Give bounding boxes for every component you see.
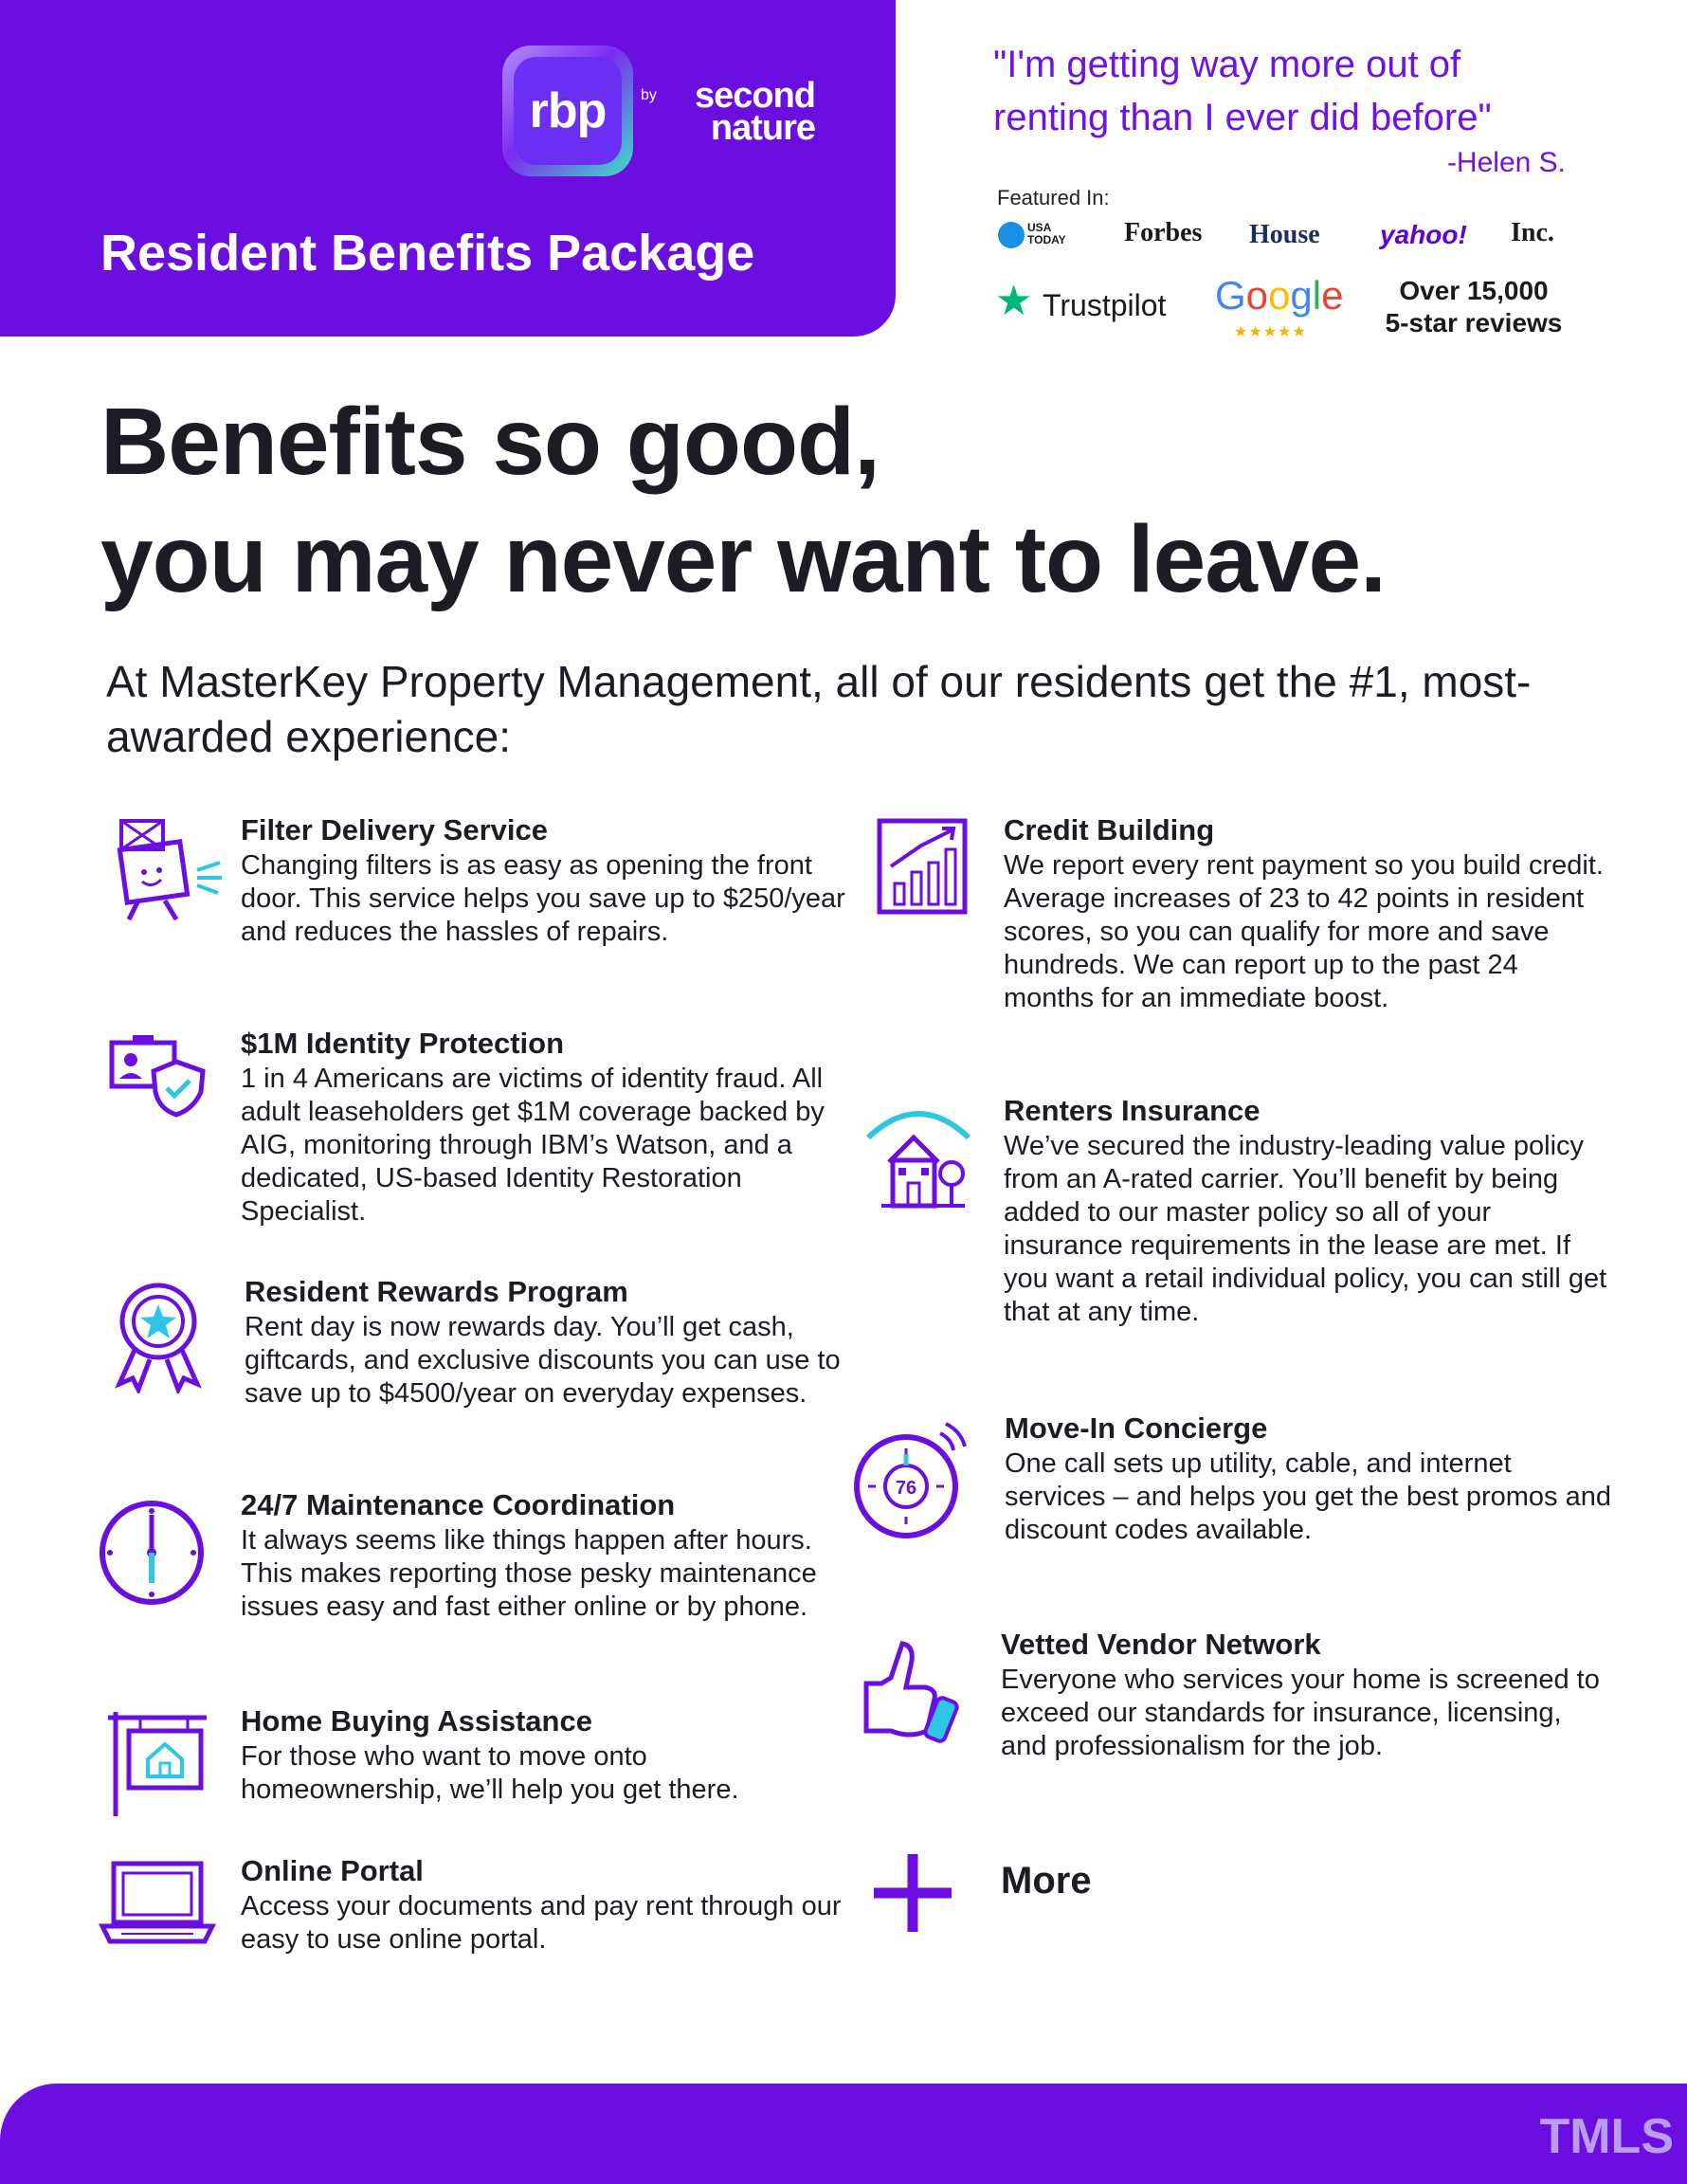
logo-text: rbp <box>529 83 607 138</box>
benefit-home-buying <box>241 1704 847 1807</box>
benefit-credit-building <box>1004 813 1610 1015</box>
benefit-title: 24/7 Maintenance Coordination <box>241 1488 676 1521</box>
press-yahoo: yahoo! <box>1380 220 1467 249</box>
watermark: TMLS <box>1539 2109 1674 2164</box>
benefit-title: Credit Building <box>1004 813 1215 846</box>
press-inc: Inc. <box>1511 218 1554 247</box>
benefit-desc: We’ve secured the industry-leading value policy from an A-rated carrier. You’ll benefit by being added to our master policy so all of your insurance requirements in the lease are met. If you want a retail individual policy, you can still get that at any time. <box>1004 1131 1607 1327</box>
trustpilot-star-icon: ★ <box>995 278 1033 324</box>
benefit-desc: Access your documents and pay rent through our easy to use online portal. <box>241 1891 842 1955</box>
benefit-maintenance <box>241 1488 847 1624</box>
testimonial-quote: "I'm getting way more out of renting than I ever did before" <box>993 44 1492 138</box>
reviews-line2: 5-star reviews <box>1385 308 1563 337</box>
benefit-desc: One call sets up utility, cable, and internet services – and helps you get the best promos and discount codes available. <box>1005 1448 1611 1545</box>
thermostat-value: 76 <box>895 1478 917 1499</box>
award-ribbon-icon <box>106 1280 210 1393</box>
intro-text: At MasterKey Property Management, all of our residents get the #1, most-awarded experience: <box>106 657 1532 761</box>
laptop-icon <box>99 1858 216 1947</box>
house-umbrella-icon <box>862 1100 974 1213</box>
benefit-desc: Rent day is now rewards day. You’ll get cash, giftcards, and exclusive discounts you can use to save up to $4500/year on everyday expenses. <box>245 1312 841 1409</box>
benefit-online-portal <box>241 1854 847 1956</box>
benefit-vetted-vendor <box>1001 1628 1607 1763</box>
chart-up-icon <box>876 817 970 918</box>
more-label: More <box>1001 1860 1092 1902</box>
benefit-title: $1M Identity Protection <box>241 1027 565 1060</box>
featured-label: Featured In: <box>997 186 1110 209</box>
benefit-move-in-concierge <box>1005 1411 1611 1547</box>
benefit-title: Online Portal <box>241 1854 424 1887</box>
press-forbes: Forbes <box>1124 218 1203 247</box>
page-headline <box>100 383 1655 618</box>
benefit-filter-delivery <box>241 813 847 949</box>
filter-box-icon <box>95 817 227 931</box>
logo-by: by <box>641 87 657 103</box>
reviews-line1: Over 15,000 <box>1399 276 1549 305</box>
benefit-identity-protection <box>241 1027 847 1228</box>
headline-line2: you may never want to leave. <box>100 506 1386 612</box>
usa-today-icon <box>998 222 1025 248</box>
footer-bar <box>0 2084 1687 2184</box>
benefit-desc: It always seems like things happen after hours. This makes reporting those pesky maintenance issues easy and fast either online or by phone. <box>241 1525 817 1622</box>
house-sign-icon <box>102 1706 216 1820</box>
clock-icon <box>95 1496 209 1610</box>
google-logo: Google <box>1215 273 1344 318</box>
benefit-title: Renters Insurance <box>1004 1094 1261 1127</box>
reviews-count <box>1365 275 1583 339</box>
benefit-title: Resident Rewards Program <box>245 1275 628 1308</box>
google-stars-icon: ★★★★★ <box>1234 324 1307 340</box>
benefit-desc: We report every rent payment so you build credit. Average increases of 23 to 42 points in resident scores, so you can qualify for more and save hundreds. We can report up to the past 24 months for an immediate boost. <box>1004 850 1604 1013</box>
benefit-desc: 1 in 4 Americans are victims of identity fraud. All adult leaseholders get $1M coverage backed by AIG, monitoring through IBM’s Watson, and a dedicated, US-based Identity Restoration Specialist. <box>241 1064 825 1227</box>
benefit-title: Home Buying Assistance <box>241 1704 592 1738</box>
benefit-desc: For those who want to move onto homeownership, we’ll help you get there. <box>241 1741 739 1805</box>
testimonial-author: -Helen S. <box>1446 147 1566 178</box>
id-shield-icon <box>106 1033 210 1119</box>
benefit-resident-rewards <box>245 1275 851 1410</box>
benefit-title: Vetted Vendor Network <box>1001 1628 1321 1661</box>
trustpilot-logo: Trustpilot <box>1043 288 1167 322</box>
thermostat-icon <box>853 1416 970 1539</box>
press-usa-today: USA TODAY <box>1027 221 1066 246</box>
header-title: Resident Benefits Package <box>100 225 755 282</box>
benefit-renters-insurance <box>1004 1094 1610 1329</box>
thumbs-up-icon <box>853 1632 967 1748</box>
rbp-logo-icon <box>502 46 633 176</box>
benefit-title: Filter Delivery Service <box>241 813 548 846</box>
header-banner <box>0 0 896 337</box>
press-house: House <box>1249 220 1320 249</box>
benefit-title: Move-In Concierge <box>1005 1411 1268 1445</box>
plus-icon <box>870 1850 955 1936</box>
benefit-desc: Changing filters is as easy as opening the front door. This service helps you save up to $250/year and reduces the hassles of repairs. <box>241 850 845 947</box>
logo-brand: second nature <box>694 76 815 148</box>
headline-line1: Benefits so good, <box>100 389 880 495</box>
benefit-desc: Everyone who services your home is screened to exceed our standards for insurance, licensing, and professionalism for the job. <box>1001 1665 1600 1761</box>
